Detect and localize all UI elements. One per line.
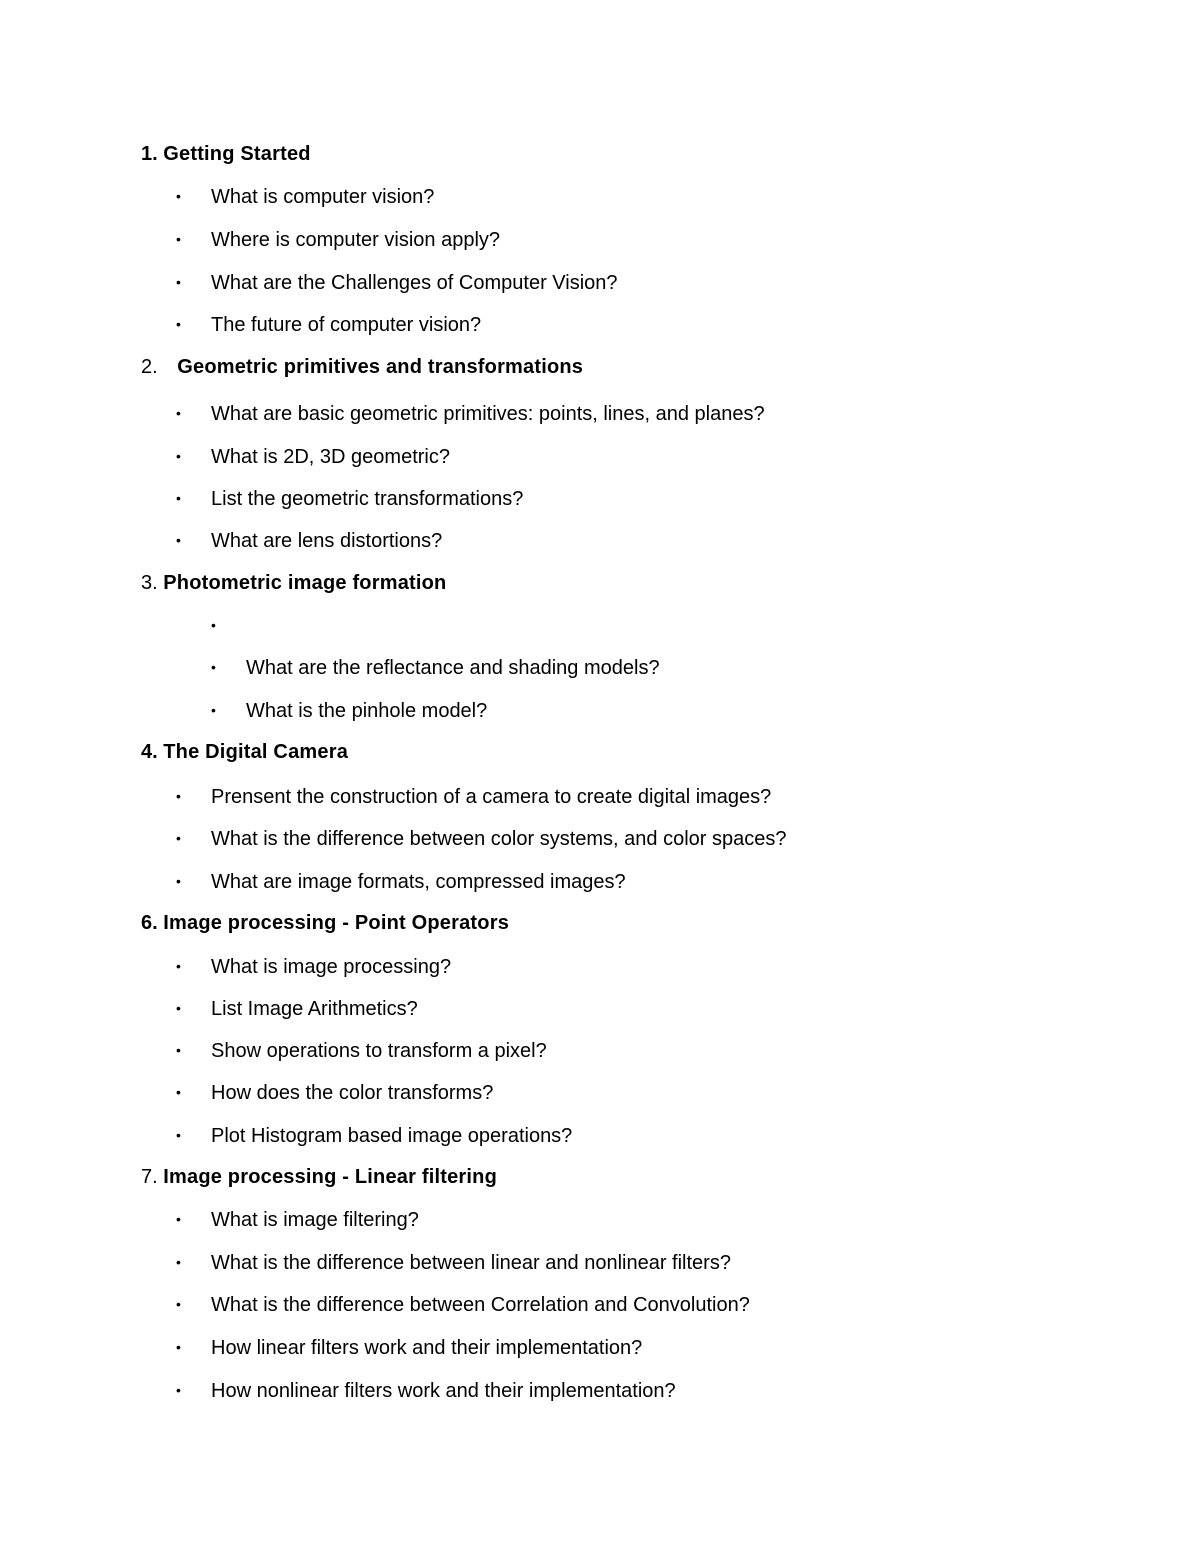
- bullet-icon: •: [176, 1127, 181, 1143]
- list-item: [176, 1378, 676, 1403]
- section-number: 7.: [141, 1166, 158, 1188]
- list-item: [176, 1292, 750, 1317]
- list-item-text: The future of computer vision?: [211, 314, 482, 336]
- bullet-icon: •: [176, 188, 181, 204]
- list-item-text: What are image formats, compressed images?: [211, 871, 626, 893]
- section-title: The Digital Camera: [163, 741, 349, 763]
- section-title: Photometric image formation: [163, 572, 447, 594]
- list-item-text: What is image filtering?: [211, 1209, 419, 1231]
- section-title: Getting Started: [163, 143, 311, 165]
- list-item-text: Show operations to transform a pixel?: [211, 1040, 547, 1062]
- section-heading-2: [141, 355, 583, 379]
- list-item-text: How linear filters work and their implementation?: [211, 1337, 643, 1359]
- list-item-text: How does the color transforms?: [211, 1082, 494, 1104]
- bullet-icon: •: [176, 448, 181, 464]
- list-item-text: What are the Challenges of Computer Vision?: [211, 272, 618, 294]
- section-heading-4: [141, 740, 348, 764]
- list-item: [176, 1123, 572, 1148]
- list-item-text: Where is computer vision apply?: [211, 229, 501, 251]
- list-item: [176, 826, 786, 851]
- list-item: [176, 486, 523, 511]
- list-item-text: How nonlinear filters work and their implementation?: [211, 1380, 676, 1402]
- section-heading-3: [141, 571, 446, 595]
- bullet-icon: •: [176, 316, 181, 332]
- section-number: 3.: [141, 572, 158, 594]
- list-item: [176, 227, 500, 252]
- bullet-icon: •: [176, 1296, 181, 1312]
- bullet-icon: •: [211, 702, 216, 718]
- bullet-icon: •: [176, 532, 181, 548]
- bullet-icon: •: [176, 1042, 181, 1058]
- list-item: [176, 784, 771, 809]
- bullet-icon: •: [211, 617, 216, 633]
- list-item-text: List Image Arithmetics?: [211, 998, 418, 1020]
- section-title: Geometric primitives and transformations: [177, 356, 584, 378]
- bullet-icon: •: [176, 274, 181, 290]
- bullet-icon: •: [176, 1084, 181, 1100]
- list-item-text: What is computer vision?: [211, 186, 435, 208]
- section-heading-6: [141, 911, 509, 935]
- list-item: [176, 1080, 493, 1105]
- bullet-icon: •: [176, 1382, 181, 1398]
- list-item: [176, 1207, 419, 1232]
- list-item: [211, 698, 487, 723]
- list-item: [176, 1250, 731, 1275]
- list-item: [176, 184, 434, 209]
- list-item-text: What is the pinhole model?: [246, 700, 488, 722]
- section-title: Image processing - Linear filtering: [163, 1166, 497, 1188]
- list-item-text: What is the difference between linear and nonlinear filters?: [211, 1252, 731, 1274]
- list-item: [176, 528, 442, 553]
- list-item-text: What is the difference between Correlation and Convolution?: [211, 1294, 750, 1316]
- section-number: 6.: [141, 912, 158, 934]
- list-item-text: What is image processing?: [211, 956, 452, 978]
- list-item: [176, 312, 481, 337]
- bullet-icon: •: [176, 1211, 181, 1227]
- section-heading-7: [141, 1165, 497, 1189]
- list-item: [176, 401, 765, 426]
- section-title: Image processing - Point Operators: [163, 912, 510, 934]
- bullet-icon: •: [176, 1254, 181, 1270]
- list-item-text: List the geometric transformations?: [211, 488, 524, 510]
- section-number: 4.: [141, 741, 158, 763]
- list-item-text: What are lens distortions?: [211, 530, 443, 552]
- list-item-text: What is 2D, 3D geometric?: [211, 446, 450, 468]
- bullet-icon: •: [176, 830, 181, 846]
- list-item-text: Prensent the construction of a camera to create digital images?: [211, 786, 772, 808]
- bullet-icon: •: [176, 231, 181, 247]
- list-item-text: What is the difference between color systems, and color spaces?: [211, 828, 787, 850]
- bullet-icon: •: [176, 958, 181, 974]
- list-item: [176, 954, 451, 979]
- list-item: [211, 613, 246, 638]
- bullet-icon: •: [176, 873, 181, 889]
- list-item: [211, 655, 660, 680]
- bullet-icon: •: [176, 1000, 181, 1016]
- bullet-icon: •: [176, 788, 181, 804]
- list-item: [176, 1038, 547, 1063]
- bullet-icon: •: [176, 1339, 181, 1355]
- list-item: [176, 1335, 642, 1360]
- list-item: [176, 869, 626, 894]
- bullet-icon: •: [176, 490, 181, 506]
- bullet-icon: •: [211, 659, 216, 675]
- section-heading-1: [141, 142, 311, 166]
- list-item-text: Plot Histogram based image operations?: [211, 1125, 573, 1147]
- list-item-text: What are basic geometric primitives: points, lines, and planes?: [211, 403, 765, 425]
- list-item: [176, 444, 450, 469]
- list-item-text: What are the reflectance and shading models?: [246, 657, 660, 679]
- list-item: [176, 270, 618, 295]
- section-number: 1.: [141, 143, 158, 165]
- list-item: [176, 996, 418, 1021]
- bullet-icon: •: [176, 405, 181, 421]
- section-number: 2.: [141, 356, 158, 378]
